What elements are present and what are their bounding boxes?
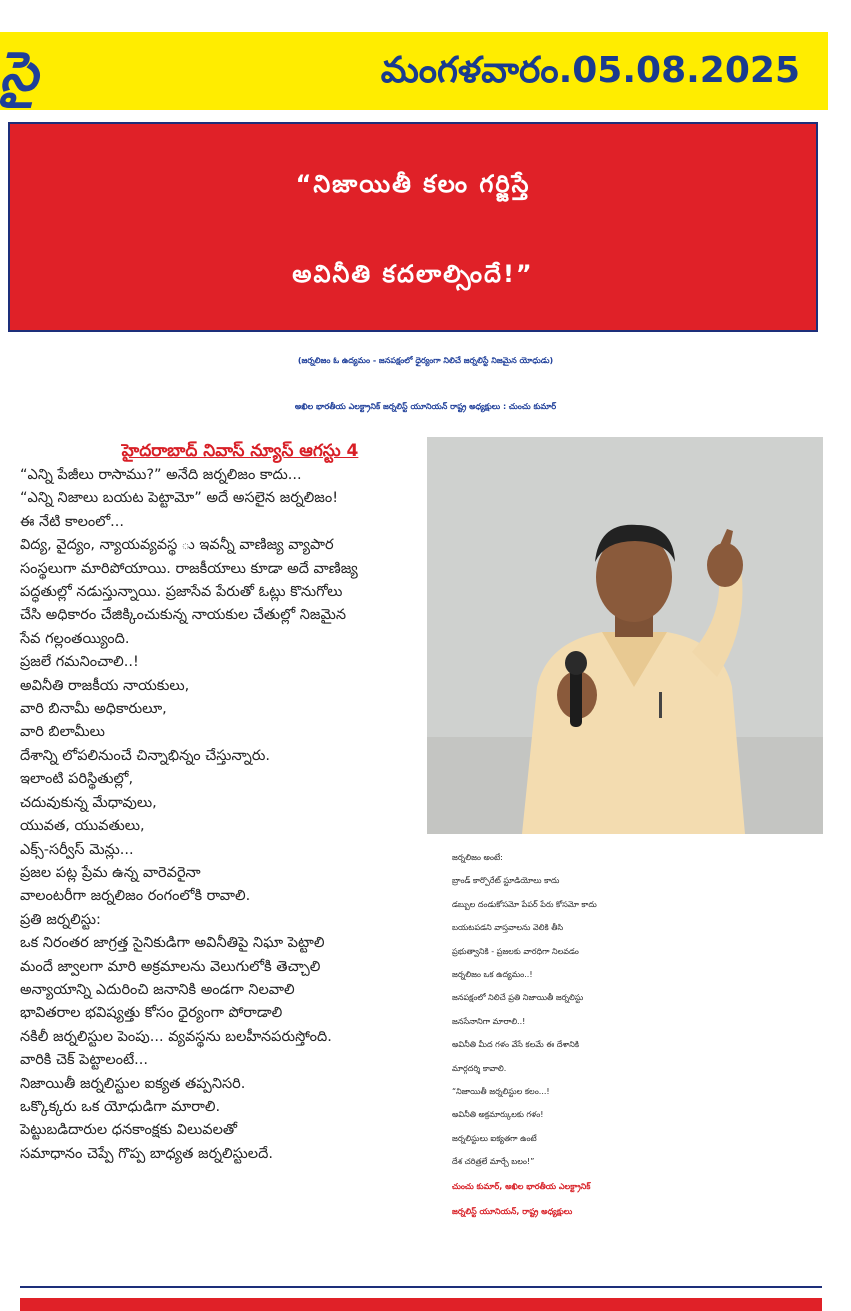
left-line: మందే జ్వాలగా మారి అక్రమాలను వెలుగులోకి తెచ్చాలి: [20, 958, 321, 975]
left-line: విద్య, వైద్యం, న్యాయవ్యవస్థ ు ఇవన్నీ వాణిజ్య వ్యాపార: [20, 537, 334, 554]
left-line: ఒక నిరంతర జాగ్రత్త సైనికుడిగా అవినీతిపై నిఘా పెట్టాలి: [20, 935, 325, 952]
left-line: నకిలీ జర్నలిస్టుల పెంపు... వ్యవస్థను బలహీనపరుస్తోంది.: [20, 1028, 332, 1045]
headline-line-2: అవినీతి కదలాల్సిందే!”: [292, 260, 534, 288]
article-dateline: హైదరాబాద్ నివాస్ న్యూస్ ఆగస్టు 4: [121, 441, 359, 461]
left-line: ఇలాంటి పరిస్థితుల్లో,: [20, 771, 134, 788]
right-line: ప్రభుత్వానికి - ప్రజలకు వారధిగా నిలవడం: [452, 946, 579, 956]
speaker-illustration: [427, 437, 823, 834]
article-left-column: [20, 438, 420, 1166]
right-line: జనసేనానిగా మారాలి..!: [452, 1016, 526, 1026]
headline-line-1: “నిజాయితీ కలం గర్జిస్తే: [295, 170, 531, 198]
right-line: జర్నలిజం అంటే:: [452, 853, 503, 862]
subheading-1: (జర్నలిజం ఓ ఉద్యమం - జనపక్షంలో ధైర్యంగా నిలిచే జర్నలిస్టే నిజమైన యోధుడు): [297, 356, 554, 365]
left-line: ఒక్కొక్కరు ఒక యోధుడిగా మారాలి.: [20, 1098, 221, 1115]
left-line: సమాధానం చెప్పే గొప్ప బాధ్యత జర్నలిస్టులదే.: [20, 1145, 273, 1162]
left-line: ఎక్స్-సర్వీస్ మెన్లు...: [20, 841, 134, 858]
left-column-text: [20, 464, 420, 1166]
issue-date: మంగళవారం.05.08.2025: [380, 50, 800, 91]
left-line: అవినీతి రాజకీయ నాయకులు,: [20, 677, 190, 694]
right-line: అవినీతి అక్రమార్కులకు గళం!: [452, 1110, 544, 1120]
left-line: చదువుకున్న మేధావులు,: [20, 794, 157, 811]
subheading-2: అఖిల భారతీయ ఎలక్ట్రానిక్ జర్నలిస్ట్ యూనియన్ రాష్ట్ర అధ్యక్షులు : చుంచు కుమార్: [294, 402, 557, 411]
author-byline-1: చుంచు కుమార్, అఖిల భారతీయ ఎలక్ట్రానిక్: [452, 1181, 591, 1191]
right-line: అవినీతి మీద గళం వేసే కలమే ఈ దేశానికి: [452, 1040, 580, 1050]
left-line: ప్రతి జర్నలిస్టు:: [20, 911, 101, 928]
bottom-rule: [20, 1286, 822, 1288]
author-byline-2: జర్నలిస్ట్ యూనియన్, రాష్ట్ర అధ్యక్షులు: [452, 1206, 573, 1216]
right-line: బ్రాండ్ కార్పొరేట్ స్టూడియోలు కాదు: [452, 876, 560, 886]
right-line: జర్నలిజం ఒక ఉద్యమం..!: [452, 970, 533, 980]
left-line: నిజాయితీ జర్నలిస్టుల ఐక్యత తప్పనిసరి.: [20, 1075, 246, 1092]
left-line: వారికి చెక్ పెట్టాలంటే...: [20, 1052, 148, 1069]
left-line: పెట్టుబడిదారుల ధనకాంక్షకు విలువలతో: [20, 1122, 238, 1139]
headline-box: [8, 122, 818, 332]
right-line: బయటపడని వాస్తవాలను వెలికి తీసి: [452, 923, 564, 933]
left-line: ఈ నేటి కాలంలో...: [20, 513, 124, 530]
left-line: వారి బిలామీలు: [20, 724, 105, 741]
left-line: “ఎన్ని నిజాలు బయట పెట్టామో” అదే అసలైన జర్నలిజం!: [20, 490, 339, 507]
newspaper-logo: సై: [0, 39, 38, 103]
left-line: “ఎన్ని పేజీలు రాసాము?” అనేది జర్నలిజం కాదు...: [20, 467, 302, 483]
right-line: జర్నలిస్టులు ఐక్యతగా ఉంటే: [452, 1133, 537, 1143]
left-line: యువత, యువతులు,: [20, 818, 145, 835]
right-line: డబ్బుల దండుకోసమో పేపర్ పేరు కోసమో కాదు: [452, 899, 597, 909]
speaker-photo: [427, 437, 823, 834]
left-line: అన్యాయాన్ని ఎదురించి జనానికి అండగా నిలవాలి: [20, 981, 295, 998]
right-column-text: [452, 846, 832, 1174]
left-line: పద్ధతుల్లో నడుస్తున్నాయి. ప్రజాసేవ పేరుతో ఓట్లు కొనుగోలు: [20, 584, 343, 601]
right-line: దేశ చరిత్రలే మార్చే బలం!”: [452, 1157, 535, 1167]
left-line: వాలంటరీగా జర్నలిజం రంగంలోకి రావాలి.: [20, 888, 251, 905]
article-right-column: [452, 846, 832, 1224]
left-line: చేసి అధికారం చేజిక్కించుకున్న నాయకుల చేతుల్లో నిజమైన: [20, 607, 347, 624]
left-line: సంస్థలుగా మారిపోయాయి. రాజకీయాలు కూడా అదే వాణిజ్య: [20, 560, 358, 577]
right-line: “నిజాయితీ జర్నలిస్టుల కలం...!: [452, 1087, 550, 1097]
masthead-band: [0, 32, 828, 110]
bottom-red-band: [20, 1298, 822, 1311]
right-line: జనపక్షంలో నిలిచే ప్రతి నిజాయితీ జర్నలిస్టు: [452, 993, 584, 1003]
right-line: మార్గదర్శి కావాలి.: [452, 1063, 507, 1073]
left-line: భావితరాల భవిష్యత్తు కోసం ధైర్యంగా పోరాడాలి: [20, 1005, 283, 1022]
left-line: ప్రజలే గమనించాలి..!: [20, 654, 139, 671]
left-line: సేవ గల్లంతయ్యింది.: [20, 630, 130, 647]
left-line: ప్రజల పట్ల ప్రేమ ఉన్న వారెవరైనా: [20, 864, 201, 881]
left-line: దేశాన్ని లోపలినుంచే చిన్నాభిన్నం చేస్తున్నారు.: [20, 747, 271, 764]
left-line: వారి బినామీ అధికారులూ,: [20, 701, 167, 718]
